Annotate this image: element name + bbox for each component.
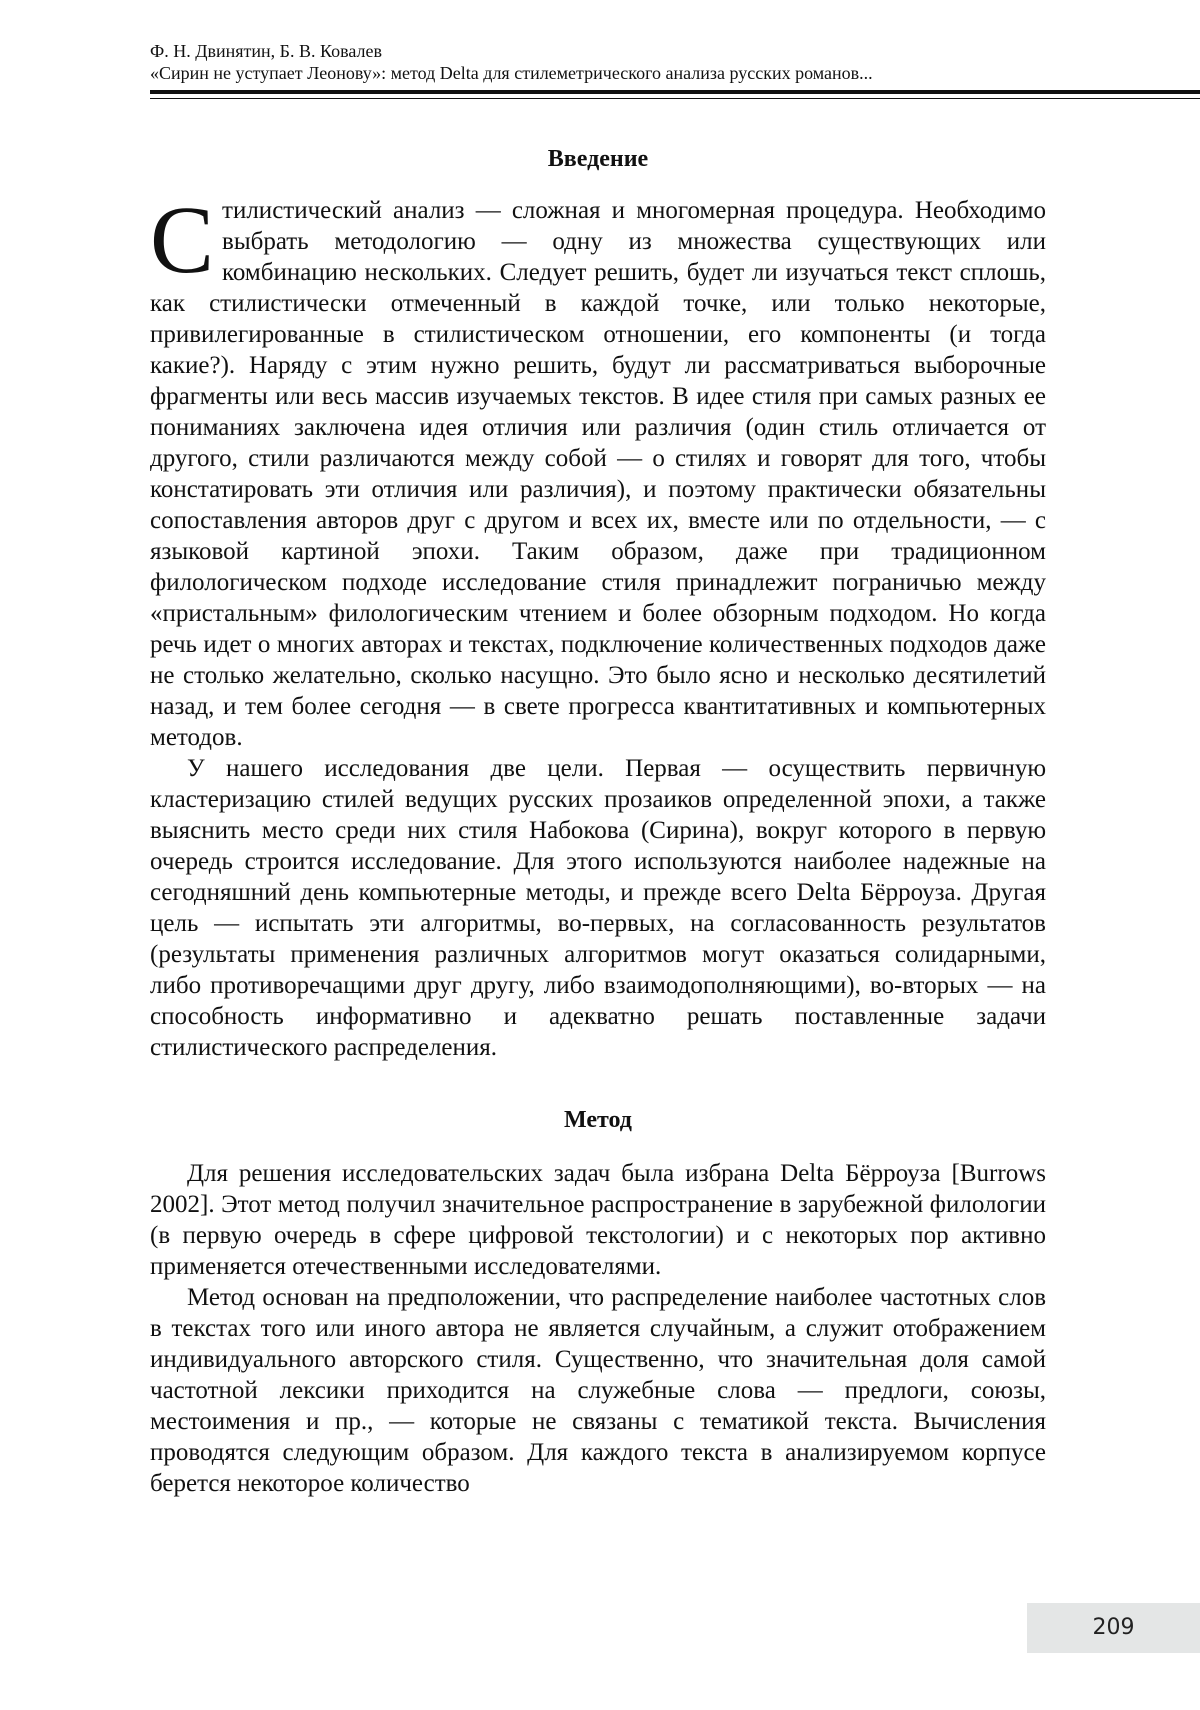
section-heading-intro: Введение — [547, 146, 649, 172]
section-heading-method: Метод — [564, 1107, 632, 1133]
running-header-authors: Ф. Н. Двинятин, Б. В. Ковалев — [150, 41, 383, 61]
header-rule-thin — [150, 98, 1200, 99]
running-header-title: «Сирин не уступает Леонову»: метод Delta для стилеметрического анализа русских романов... — [150, 63, 873, 83]
drop-cap: С — [150, 186, 215, 293]
intro-paragraph-1-text: тилистический анализ — сложная и многомерная процедура. Необходимо выбрать методологию — одну из множества существующих или комбинацию нескольких. Следует решить, будет ли изучаться текст сплошь, как стилистически отмеченный в каждой точке, или только некоторые, привилегированные в стилистическом отношении, его компоненты (и тогда какие?). Наряду с этим нужно решить, будут ли рассматриваться выборочные фрагменты или весь массив изучаемых текстов. В идее стиля при самых разных ее пониманиях заключена идея отличия или различия (один стиль отличается от другого, стили различаются между собой — о стилях и говорят для того, чтобы констатировать эти отличия или различия), и поэтому практически обязательны сопоставления авторов друг с другом и всех их, вместе или по отдельности, — с языковой картиной эпохи. Таким образом, даже при традиционном филологическом подходе исследование стиля принадлежит пограничью между «пристальным» филологическим чтением и более обзорным подходом. Но когда речь идет о многих авторах и текстах, подключение количественных подходов даже не столько желательно, сколько насущно. Это было ясно и несколько десятилетий назад, и тем более сегодня — в свете прогресса квантитативных и компьютерных методов. — [150, 197, 1046, 751]
method-paragraph-1: Для решения исследовательских задач была избрана Delta Бёрроуза [Burrows 2002]. Этот метод получил значительное распространение в зарубежной филологии (в первую очередь в сфере цифровой текстологии) и с некоторых пор активно применяется отечественными исследователями. — [150, 1160, 1046, 1280]
article-body — [150, 144, 1046, 1499]
method-paragraph-2: Метод основан на предположении, что распределение наиболее частотных слов в текстах того или иного автора не является случайным, а служит отображением индивидуального авторского стиля. Существенно, что значительная доля самой частотной лексики приходится на служебные слова — предлоги, союзы, местоимения и пр., — которые не связаны с тематикой текста. Вычисления проводятся следующим образом. Для каждого текста в анализируемом корпусе берется некоторое количество — [150, 1284, 1046, 1497]
page-number: 209 — [1092, 1615, 1135, 1640]
intro-paragraph-1 — [150, 186, 1046, 753]
running-header — [150, 40, 1100, 84]
intro-paragraph-2: У нашего исследования две цели. Первая — осуществить первичную кластеризацию стилей ведущих русских прозаиков определенной эпохи, а также выяснить место среди них стиля Набокова (Сирина), вокруг которого в первую очередь строится исследование. Для этого используются наиболее надежные на сегодняшний день компьютерные методы, и прежде всего Delta Бёрроуза. Другая цель — испытать эти алгоритмы, во-первых, на согласованность результатов (результаты применения различных алгоритмов могут оказаться солидарными, либо противоречащими друг другу, либо взаимодополняющими), во-вторых — на способность информативно и адекватно решать поставленные задачи стилистического распределения. — [150, 755, 1046, 1061]
header-rule — [150, 90, 1200, 94]
